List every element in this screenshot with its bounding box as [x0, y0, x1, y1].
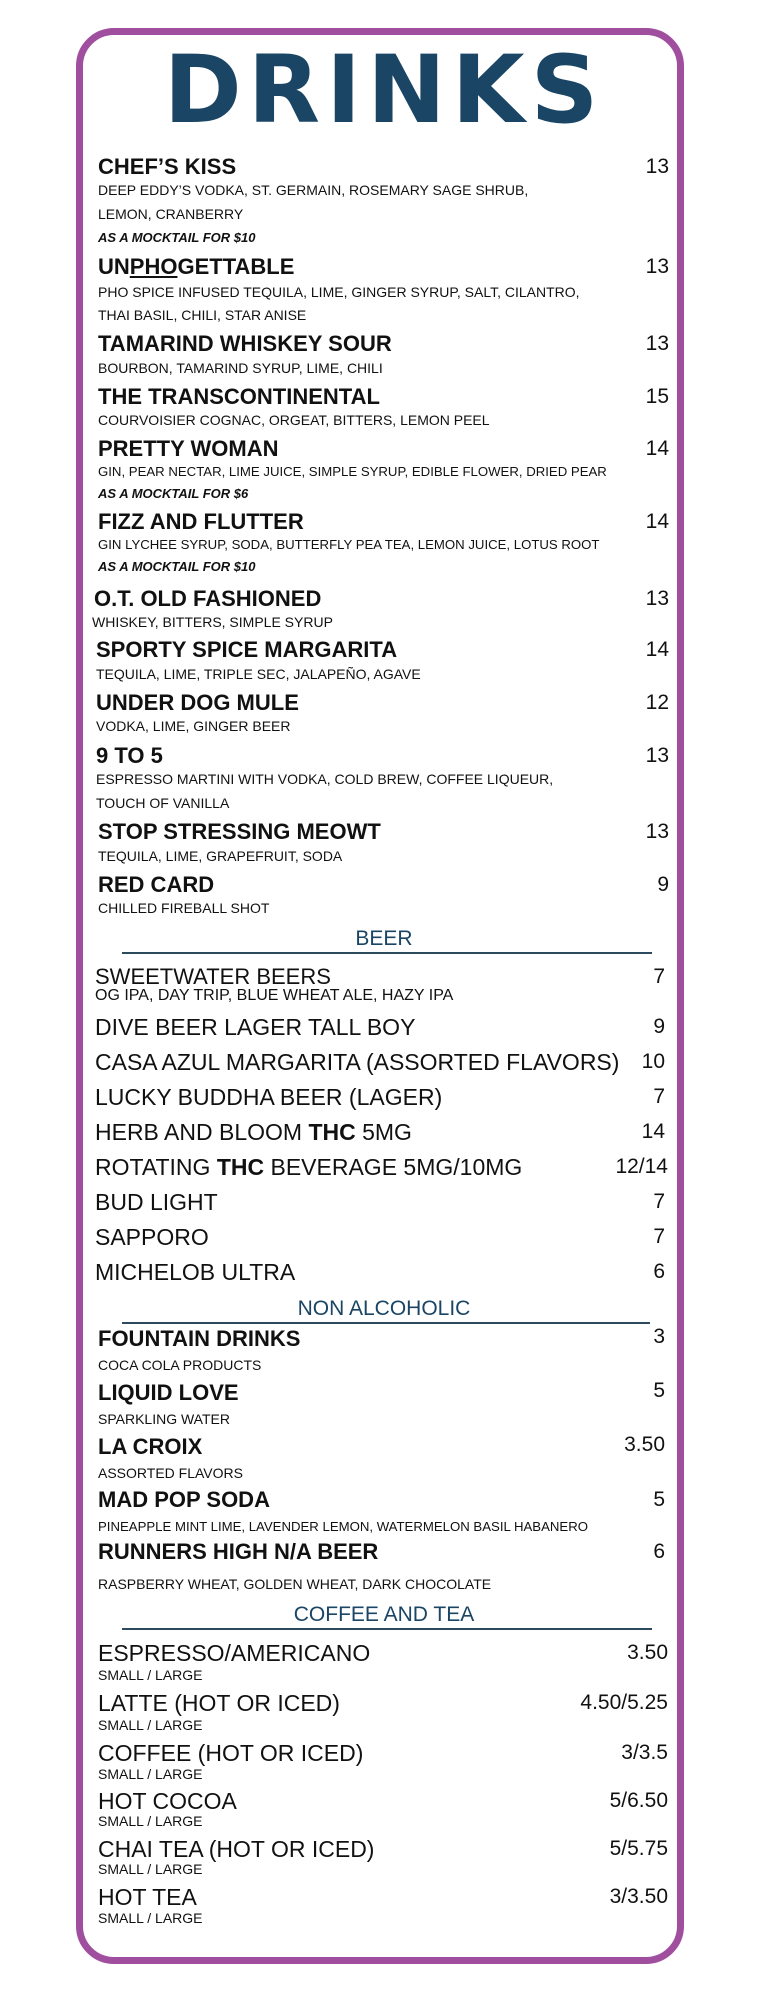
menu-title: DRINKS [163, 36, 605, 145]
item-name: ESPRESSO/AMERICANO [98, 1640, 371, 1666]
item-price: 7 [653, 1085, 665, 1108]
item-desc: CHILLED FIREBALL SHOT [98, 900, 270, 916]
item-price: 9 [653, 1015, 665, 1038]
item-name: LATTE (HOT OR ICED) [98, 1690, 340, 1716]
item-price: 13 [645, 332, 669, 355]
section-divider [122, 1322, 650, 1324]
item-desc: PHO SPICE INFUSED TEQUILA, LIME, GINGER SYRUP, SALT, CILANTRO, [98, 284, 580, 300]
item-name: BUD LIGHT [95, 1189, 218, 1215]
item-price: 3/3.5 [621, 1741, 668, 1764]
item-desc: LEMON, CRANBERRY [98, 206, 244, 222]
item-name: SAPPORO [95, 1224, 209, 1250]
item-price: 3 [653, 1325, 665, 1348]
item-price: 13 [645, 587, 669, 610]
item-name: UNPHOGETTABLE [98, 254, 295, 279]
item-name: FIZZ AND FLUTTER [98, 509, 304, 534]
item-desc: DEEP EDDY’S VODKA, ST. GERMAIN, ROSEMARY SAGE SHRUB, [98, 182, 529, 198]
item-desc: ESPRESSO MARTINI WITH VODKA, COLD BREW, COFFEE LIQUEUR, [96, 771, 554, 787]
item-desc: SMALL / LARGE [98, 1717, 203, 1733]
item-price: 13 [645, 255, 669, 278]
item-price: 9 [657, 873, 669, 896]
item-price: 14 [641, 1120, 665, 1143]
item-name: CHAI TEA (HOT OR ICED) [98, 1836, 375, 1862]
item-desc: COCA COLA PRODUCTS [98, 1357, 262, 1373]
item-price: 5/6.50 [609, 1789, 668, 1812]
item-desc: OG IPA, DAY TRIP, BLUE WHEAT ALE, HAZY IPA [95, 987, 454, 1004]
item-desc: WHISKEY, BITTERS, SIMPLE SYRUP [92, 614, 333, 630]
item-name: SPORTY SPICE MARGARITA [96, 637, 398, 662]
item-name: COFFEE (HOT OR ICED) [98, 1740, 364, 1766]
item-price: 10 [641, 1050, 665, 1073]
item-price: 6 [653, 1260, 665, 1283]
item-name: LUCKY BUDDHA BEER (LAGER) [95, 1084, 443, 1110]
item-desc: TEQUILA, LIME, GRAPEFRUIT, SODA [98, 848, 343, 864]
item-name: UNDER DOG MULE [96, 690, 299, 715]
item-price: 15 [645, 385, 669, 408]
mocktail-note: AS A MOCKTAIL FOR $10 [98, 559, 256, 574]
item-price: 4.50/5.25 [580, 1691, 668, 1714]
item-desc: SMALL / LARGE [98, 1861, 203, 1877]
item-desc: GIN, PEAR NECTAR, LIME JUICE, SIMPLE SYRUP, EDIBLE FLOWER, DRIED PEAR [98, 464, 607, 479]
item-name: CHEF’S KISS [98, 154, 237, 179]
item-price: 5/5.75 [609, 1837, 668, 1860]
item-price: 3.50 [627, 1641, 668, 1664]
item-price: 12 [645, 691, 669, 714]
section-heading: BEER [355, 927, 413, 950]
item-name: LIQUID LOVE [98, 1380, 239, 1405]
item-name: O.T. OLD FASHIONED [94, 586, 322, 611]
item-name: MAD POP SODA [98, 1487, 270, 1512]
item-desc: GIN LYCHEE SYRUP, SODA, BUTTERFLY PEA TEA, LEMON JUICE, LOTUS ROOT [98, 537, 600, 552]
item-price: 13 [645, 744, 669, 767]
item-name: PRETTY WOMAN [98, 436, 279, 461]
item-name: CASA AZUL MARGARITA (ASSORTED FLAVORS) [95, 1049, 620, 1075]
item-price: 7 [653, 965, 665, 988]
item-price: 13 [645, 155, 669, 178]
item-name: DIVE BEER LAGER TALL BOY [95, 1014, 416, 1040]
item-price: 7 [653, 1225, 665, 1248]
mocktail-note: AS A MOCKTAIL FOR $10 [98, 230, 256, 245]
section-divider [122, 952, 652, 954]
section-heading: NON ALCOHOLIC [297, 1297, 471, 1320]
mocktail-note: AS A MOCKTAIL FOR $6 [98, 486, 249, 501]
item-price: 5 [653, 1379, 665, 1402]
item-desc: SMALL / LARGE [98, 1813, 203, 1829]
item-name: RUNNERS HIGH N/A BEER [98, 1539, 379, 1564]
item-desc: VODKA, LIME, GINGER BEER [96, 718, 291, 734]
item-desc: COURVOISIER COGNAC, ORGEAT, BITTERS, LEMON PEEL [98, 412, 490, 428]
item-name: STOP STRESSING MEOWT [98, 819, 381, 844]
item-name: LA CROIX [98, 1434, 203, 1459]
item-desc: RASPBERRY WHEAT, GOLDEN WHEAT, DARK CHOCOLATE [98, 1576, 492, 1592]
item-desc: SPARKLING WATER [98, 1411, 230, 1427]
item-name: TAMARIND WHISKEY SOUR [98, 331, 392, 356]
item-name: RED CARD [98, 872, 215, 897]
item-name: THE TRANSCONTINENTAL [98, 384, 380, 409]
item-desc: PINEAPPLE MINT LIME, LAVENDER LEMON, WATERMELON BASIL HABANERO [98, 1519, 589, 1534]
item-desc: ASSORTED FLAVORS [98, 1465, 243, 1481]
item-price: 14 [645, 638, 669, 661]
item-price: 6 [653, 1540, 665, 1563]
item-desc: BOURBON, TAMARIND SYRUP, LIME, CHILI [98, 360, 383, 376]
item-desc: TEQUILA, LIME, TRIPLE SEC, JALAPEÑO, AGAVE [96, 666, 421, 682]
item-name: SWEETWATER BEERS [95, 964, 331, 989]
item-name: ROTATING THC BEVERAGE 5MG/10MG [95, 1154, 523, 1180]
item-price: 13 [645, 820, 669, 843]
item-name: HOT TEA [98, 1884, 197, 1910]
item-name: HERB AND BLOOM THC 5MG [95, 1119, 412, 1145]
item-price: 12/14 [615, 1155, 668, 1178]
item-price: 5 [653, 1488, 665, 1511]
item-price: 3/3.50 [609, 1885, 668, 1908]
item-desc: SMALL / LARGE [98, 1910, 203, 1926]
item-price: 14 [645, 510, 669, 533]
section-heading: COFFEE AND TEA [293, 1603, 475, 1626]
item-name: 9 TO 5 [96, 743, 163, 768]
item-price: 7 [653, 1190, 665, 1213]
section-divider [122, 1628, 652, 1630]
item-desc: SMALL / LARGE [98, 1766, 203, 1782]
item-desc: THAI BASIL, CHILI, STAR ANISE [98, 307, 307, 323]
item-price: 14 [645, 437, 669, 460]
item-name: MICHELOB ULTRA [95, 1259, 296, 1285]
item-name: HOT COCOA [98, 1788, 237, 1814]
item-name: FOUNTAIN DRINKS [98, 1326, 301, 1351]
item-price: 3.50 [624, 1433, 665, 1456]
item-desc: SMALL / LARGE [98, 1667, 203, 1683]
item-desc: TOUCH OF VANILLA [96, 795, 230, 811]
